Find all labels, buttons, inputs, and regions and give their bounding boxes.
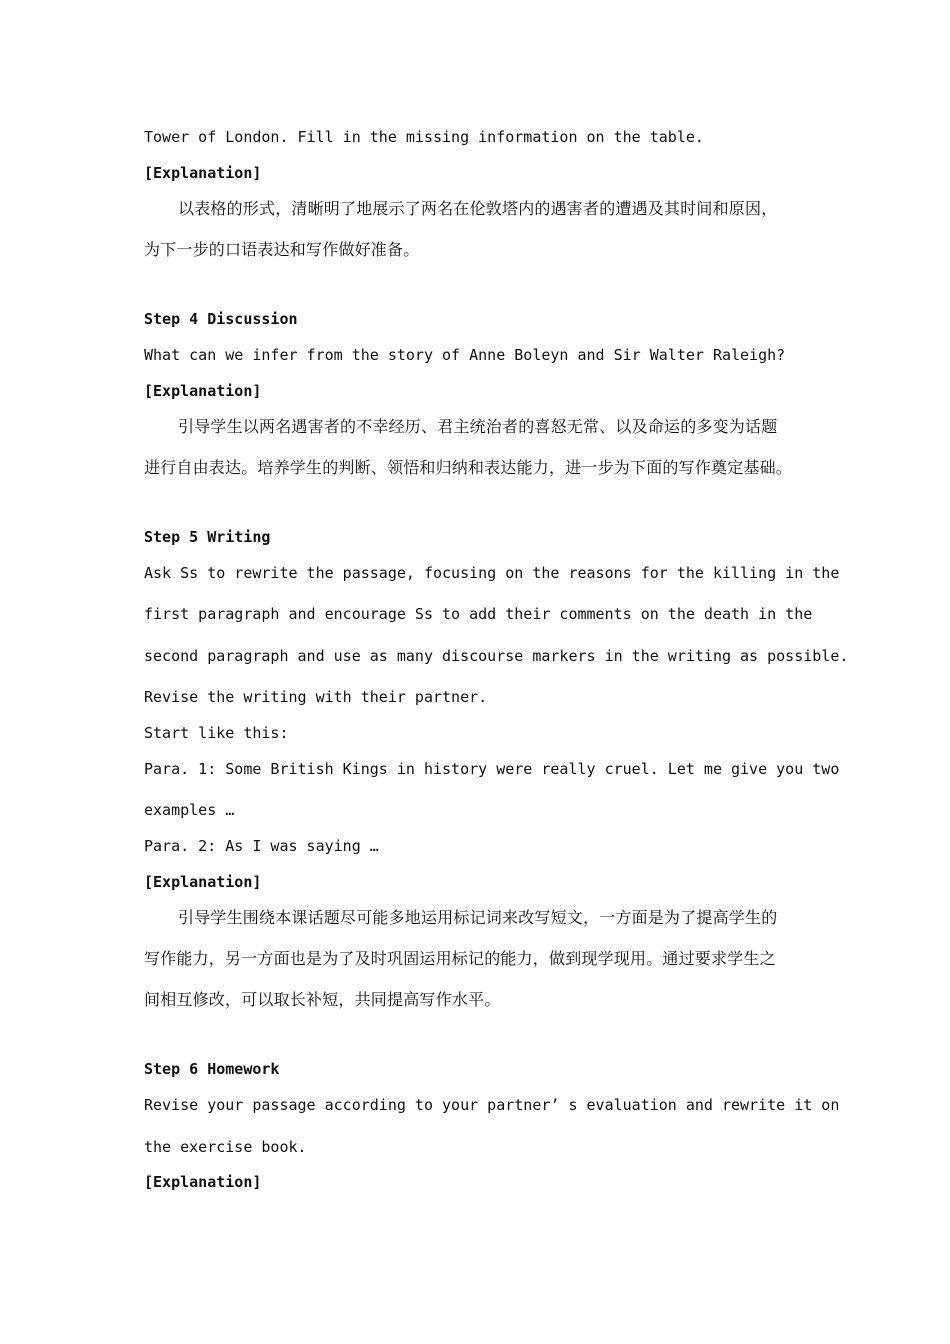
step6-line: the exercise book. bbox=[144, 1138, 307, 1156]
step5-line: first paragraph and encourage Ss to add their comments on the death in the bbox=[144, 605, 813, 623]
explanation-heading: [Explanation] bbox=[144, 164, 262, 182]
explanation-line: 引导学生以两名遇害者的不幸经历、君主统治者的喜怒无常、以及命运的多变为话题 bbox=[178, 417, 778, 436]
explanation-heading: [Explanation] bbox=[144, 1173, 262, 1191]
step6-title: Step 6 Homework bbox=[144, 1060, 280, 1078]
step5-line: Revise the writing with their partner. bbox=[144, 688, 488, 706]
step4-question: What can we infer from the story of Anne Boleyn and Sir Walter Raleigh? bbox=[144, 346, 786, 364]
explanation-line: 为下一步的口语表达和写作做好准备。 bbox=[144, 240, 420, 259]
step5-title: Step 5 Writing bbox=[144, 528, 271, 546]
step5-line: Para. 2: As I was saying … bbox=[144, 837, 379, 855]
intro-line: Tower of London. Fill in the missing information on the table. bbox=[144, 128, 704, 146]
step5-line: examples … bbox=[144, 801, 235, 819]
step5-line: Ask Ss to rewrite the passage, focusing on the reasons for the killing in the bbox=[144, 564, 840, 582]
step4-title: Step 4 Discussion bbox=[144, 310, 298, 328]
explanation-line: 进行自由表达。培养学生的判断、领悟和归纳和表达能力，进一步为下面的写作奠定基础。 bbox=[144, 458, 793, 477]
step6-line: Revise your passage according to your partner’ s evaluation and rewrite it on bbox=[144, 1096, 840, 1114]
step5-line: second paragraph and use as many discourse markers in the writing as possible. bbox=[144, 647, 849, 665]
step5-line: Start like this: bbox=[144, 724, 289, 742]
explanation-line: 间相互修改，可以取长补短，共同提高写作水平。 bbox=[144, 990, 501, 1009]
step5-line: Para. 1: Some British Kings in history were really cruel. Let me give you two bbox=[144, 760, 840, 778]
explanation-line: 写作能力，另一方面也是为了及时巩固运用标记的能力，做到现学现用。通过要求学生之 bbox=[144, 949, 776, 968]
explanation-line: 以表格的形式，清晰明了地展示了两名在伦敦塔内的遇害者的遭遇及其时间和原因， bbox=[178, 199, 778, 218]
explanation-heading: [Explanation] bbox=[144, 382, 262, 400]
explanation-heading: [Explanation] bbox=[144, 873, 262, 891]
explanation-line: 引导学生围绕本课话题尽可能多地运用标记词来改写短文，一方面是为了提高学生的 bbox=[178, 908, 778, 927]
